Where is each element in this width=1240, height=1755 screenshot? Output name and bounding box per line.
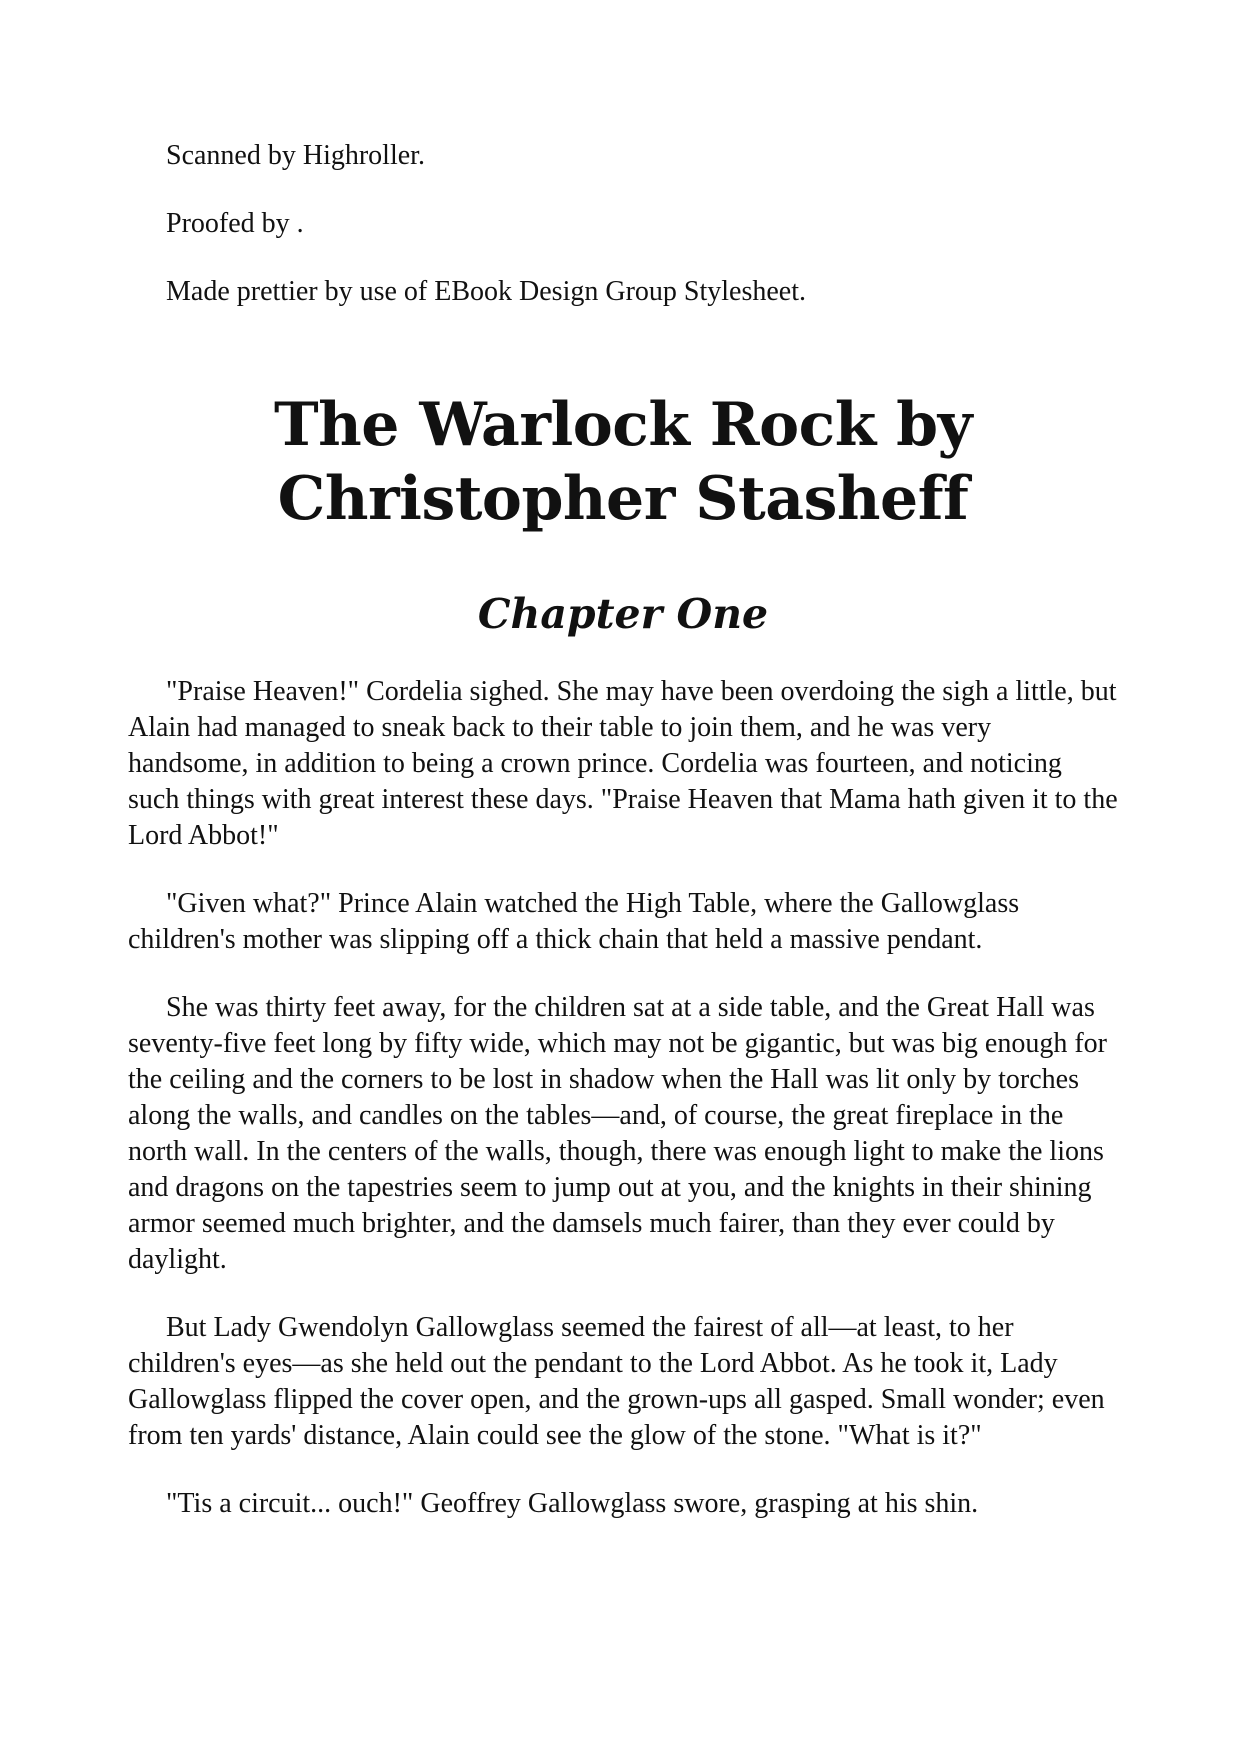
paragraph-2: "Given what?" Prince Alain watched the High Table, where the Gallowglass children's mother was slipping off a thick chain that held a massive pendant.	[128, 888, 1020, 955]
stylesheet-credit: Made prettier by use of EBook Design Group Stylesheet.	[166, 276, 806, 307]
paragraph-1: "Praise Heaven!" Cordelia sighed. She may have been overdoing the sigh a little, but Alain had managed to sneak back to their table to join them, and he was very handsome, in addition to being a crown prince. Cordelia was fourteen, and noticing such things with great interest these days. "Praise Heaven that Mama hath given it to the Lord Abbot!"	[128, 676, 1118, 851]
paragraph-5: "Tis a circuit... ouch!" Geoffrey Gallowglass swore, grasping at his shin.	[166, 1488, 979, 1519]
paragraph-4: But Lady Gwendolyn Gallowglass seemed the fairest of all—at least, to her children's eyes—as she held out the pendant to the Lord Abbot. As he took it, Lady Gallowglass flipped the cover open, and the grown-ups all gasped. Small wonder; even from ten yards' distance, Alain could see the glow of the stone. "What is it?"	[128, 1312, 1105, 1451]
book-title-line-1: The Warlock Rock by	[274, 390, 972, 460]
scanned-credit: Scanned by Highroller.	[166, 140, 425, 171]
book-title	[128, 388, 1118, 536]
document-page	[128, 140, 1118, 1554]
book-title-line-2: Christopher Stasheff	[277, 464, 969, 534]
chapter-heading: Chapter One	[477, 590, 769, 638]
paragraph-3: She was thirty feet away, for the children sat at a side table, and the Great Hall was seventy-five feet long by fifty wide, which may not be gigantic, but was big enough for the ceiling and the corners to be lost in shadow when the Hall was lit only by torches along the walls, and candles on the tables—and, of course, the great fireplace in the north wall. In the centers of the walls, though, there was enough light to make the lions and dragons on the tapestries seem to jump out at you, and the knights in their shining armor seemed much brighter, and the damsels much fairer, than they ever could by daylight.	[128, 992, 1107, 1275]
proofed-credit: Proofed by .	[166, 208, 304, 239]
